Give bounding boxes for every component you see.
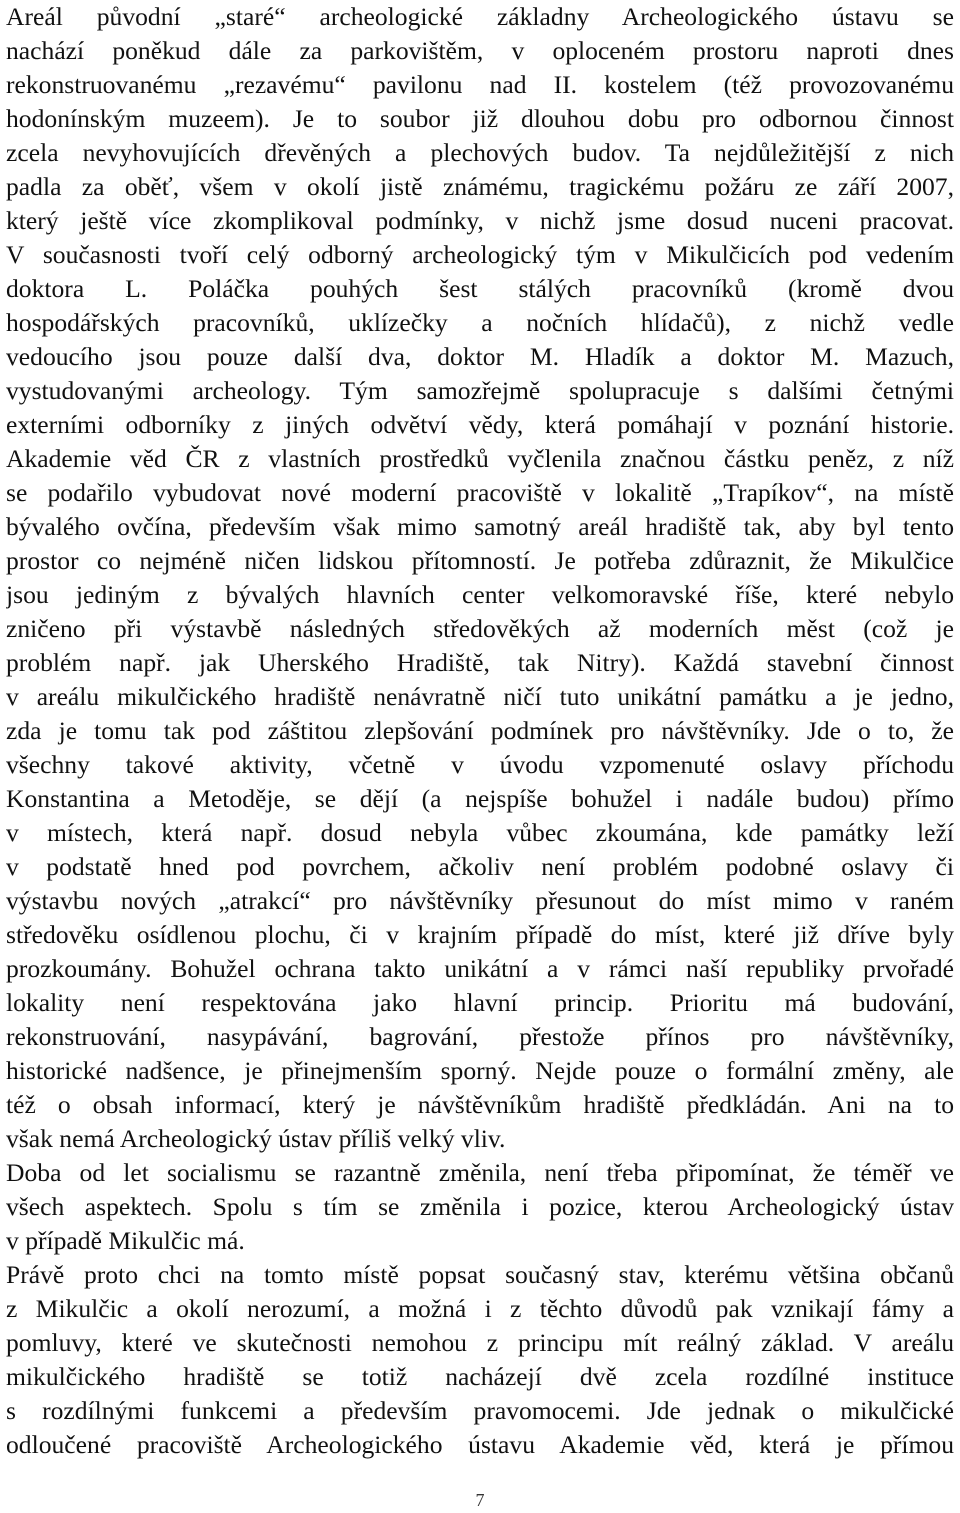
text-line: rekonstruování, nasypávání, bagrování, přestože přínos pro návštěvníky, (6, 1022, 954, 1051)
text-line: prozkoumány. Bohužel ochrana takto unikátní a v rámci naší republiky prvořadé (6, 954, 954, 983)
text-line: nachází poněkud dále za parkovištěm, v oploceném prostoru naproti dnes (6, 36, 954, 65)
text-line: též o obsah informací, který je návštěvníkům hradiště předkládán. Ani na to (6, 1090, 954, 1119)
text-line: odloučené pracoviště Archeologického ústavu Akademie věd, která je přímou (6, 1430, 954, 1459)
text-line: vystudovanými archeology. Tým samozřejmě spolupracuje s dalšími četnými (6, 376, 954, 405)
text-line: však nemá Archeologický ústav příliš velký vliv. (6, 1124, 506, 1153)
text-line: který ještě více zkomplikoval podmínky, v nichž jsme dosud nuceni pracovat. (6, 206, 954, 235)
text-line: Doba od let socialismu se razantně změnila, není třeba připomínat, že téměř ve (6, 1158, 954, 1187)
document-body (6, 0, 954, 1462)
text-line: V současnosti tvoří celý odborný archeologický tým v Mikulčicích pod vedením (6, 240, 954, 269)
text-line: prostor co nejméně ničen lidskou přítomností. Je potřeba zdůraznit, že Mikulčice (6, 546, 954, 575)
text-line: Akademie věd ČR z vlastních prostředků vyčlenila značnou částku peněz, z níž (6, 444, 954, 473)
text-line: v případě Mikulčic má. (6, 1226, 245, 1255)
text-line: externími odborníky z jiných odvětví vědy, která pomáhají v poznání historie. (6, 410, 954, 439)
text-line: pomluvy, které ve skutečnosti nemohou z principu mít reálný základ. V areálu (6, 1328, 954, 1357)
text-line: s rozdílnými funkcemi a především pravomocemi. Jde jednak o mikulčické (6, 1396, 954, 1425)
text-line: hospodářských pracovníků, uklízečky a nočních hlídačů), z nichž vedle (6, 308, 954, 337)
text-line: zda je tomu tak pod záštitou zlepšování podmínek pro návštěvníky. Jde o to, že (6, 716, 954, 745)
text-line: historické nadšence, je přinejmenším sporný. Nejde pouze o formální změny, ale (6, 1056, 954, 1085)
text-line: v místech, která např. dosud nebyla vůbec zkoumána, kde památky leží (6, 818, 954, 847)
text-line: padla za oběť, všem v okolí jistě známému, tragickému požáru ze září 2007, (6, 172, 954, 201)
text-line: všechny takové aktivity, včetně v úvodu vzpomenuté oslavy příchodu (6, 750, 954, 779)
text-line: všech aspektech. Spolu s tím se změnila i pozice, kterou Archeologický ústav (6, 1192, 954, 1221)
text-line: zničeno při výstavbě následných středověkých až moderních měst (což je (6, 614, 954, 643)
text-line: zcela nevyhovujících dřevěných a plechových budov. Ta nejdůležitější z nich (6, 138, 954, 167)
text-line: hodonínským muzeem). Je to soubor již dlouhou dobu pro odbornou činnost (6, 104, 954, 133)
text-line: z Mikulčic a okolí nerozumí, a možná i z těchto důvodů pak vznikají fámy a (6, 1294, 954, 1323)
text-line: Areál původní „staré“ archeologické základny Archeologického ústavu se (6, 2, 954, 31)
text-line: lokality není respektována jako hlavní princip. Prioritu má budování, (6, 988, 954, 1017)
text-line: vedoucího jsou pouze další dva, doktor M. Hladík a doktor M. Mazuch, (6, 342, 954, 371)
text-line: mikulčického hradiště se totiž nacházejí dvě zcela rozdílné instituce (6, 1362, 954, 1391)
text-line: Konstantina a Metoděje, se dějí (a nejspíše bohužel i nadále budou) přímo (6, 784, 954, 813)
text-line: v podstatě hned pod povrchem, ačkoliv není problém podobné oslavy či (6, 852, 954, 881)
page-number: 7 (475, 1490, 485, 1510)
text-line: středověku osídlenou plochu, či v krajním případě do míst, které již dříve byly (6, 920, 954, 949)
text-line: bývalého ovčína, především však mimo samotný areál hradiště tak, aby byl tento (6, 512, 954, 541)
text-line: jsou jediným z bývalých hlavních center velkomoravské říše, které nebylo (6, 580, 954, 609)
text-line: problém např. jak Uherského Hradiště, tak Nitry). Každá stavební činnost (6, 648, 954, 677)
text-line: v areálu mikulčického hradiště nenávratně ničí tuto unikátní památku a je jedno, (6, 682, 954, 711)
text-line: Právě proto chci na tomto místě popsat současný stav, kterému většina občanů (6, 1260, 954, 1289)
text-line: se podařilo vybudovat nové moderní pracoviště v lokalitě „Trapíkov“, na místě (6, 478, 954, 507)
text-line: rekonstruovanému „rezavému“ pavilonu nad II. kostelem (též provozovanému (6, 70, 954, 99)
text-line: výstavbu nových „atrakcí“ pro návštěvníky přesunout do míst mimo v raném (6, 886, 954, 915)
text-line: doktora L. Poláčka pouhých šest stálých pracovníků (kromě dvou (6, 274, 954, 303)
